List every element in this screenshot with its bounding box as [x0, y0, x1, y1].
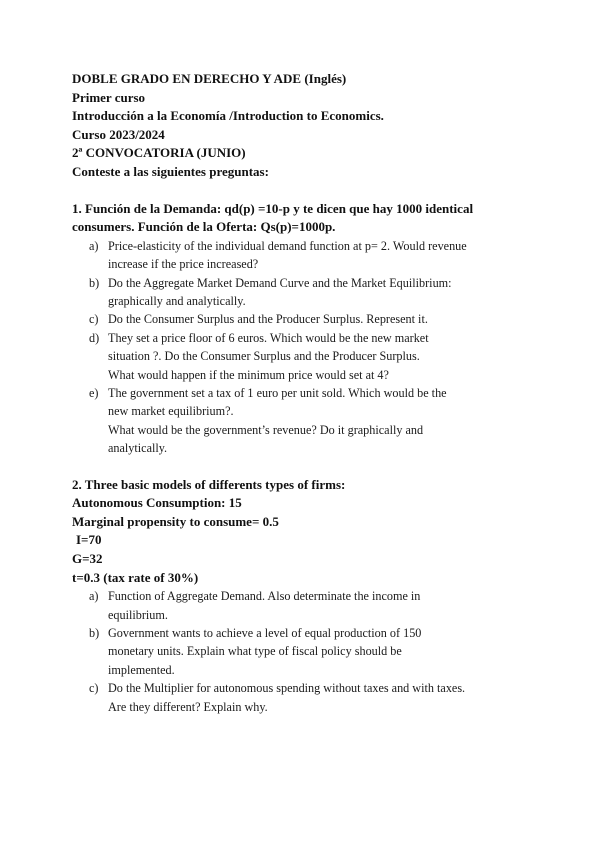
question-1-title-line: consumers. Función de la Oferta: Qs(p)=1000p.: [72, 219, 336, 235]
item-line: Function of Aggregate Demand. Also determinate the income in: [108, 589, 421, 604]
item-line: monetary units. Explain what type of fiscal policy should be: [108, 644, 402, 659]
item-line: Government wants to achieve a level of equal production of 150: [108, 626, 422, 640]
item-line: What would happen if the minimum price would set at 4?: [108, 367, 389, 382]
autonomous-consumption: Autonomous Consumption: 15: [72, 495, 242, 511]
question-1-items: [72, 237, 520, 458]
item-line: Do the Consumer Surplus and the Producer Surplus. Represent it.: [108, 312, 428, 327]
question-1-title-line: 1. Función de la Demanda: qd(p) =10-p y te dicen que hay 1000 identical: [72, 200, 474, 216]
item-line: They set a price floor of 6 euros. Which would be the new market: [108, 330, 429, 345]
question-1: [72, 200, 520, 458]
item-marker: a): [89, 589, 99, 604]
item-line: implemented.: [108, 662, 175, 677]
course-year: Primer curso: [72, 89, 146, 105]
item-marker: b): [89, 275, 100, 290]
exam-header: [72, 70, 520, 182]
question-2-item-c: [72, 679, 520, 716]
item-marker: d): [89, 330, 100, 345]
question-1-title: [72, 200, 520, 237]
item-line: Do the Multiplier for autonomous spending without taxes and with taxes.: [108, 681, 466, 696]
item-line: situation ?. Do the Consumer Surplus and the Producer Surplus.: [108, 349, 420, 364]
question-1-item-e: [72, 384, 520, 458]
item-line: increase if the price increased?: [108, 257, 259, 272]
item-marker: e): [89, 386, 99, 400]
marginal-propensity: Marginal propensity to consume= 0.5: [72, 513, 279, 529]
spacer: [72, 458, 520, 476]
item-line: equilibrium.: [108, 607, 168, 622]
item-line: Price-elasticity of the individual demand function at p= 2. Would revenue: [108, 238, 467, 253]
question-2-items: [72, 587, 520, 716]
item-line: Do the Aggregate Market Demand Curve and the Market Equilibrium:: [108, 275, 452, 290]
tax-rate: t=0.3 (tax rate of 30%): [72, 569, 199, 585]
spacer: [72, 182, 520, 200]
subject-title: Introducción a la Economía /Introduction to Economics.: [72, 108, 384, 124]
item-line: The government set a tax of 1 euro per unit sold. Which would be the: [108, 386, 447, 400]
exam-session: 2ª CONVOCATORIA (JUNIO): [72, 145, 246, 161]
instructions: Conteste a las siguientes preguntas:: [72, 163, 269, 179]
question-1-item-d: [72, 329, 520, 384]
item-line: analytically.: [108, 441, 168, 456]
question-1-item-b: [72, 274, 520, 311]
item-line: graphically and analytically.: [108, 293, 246, 308]
question-2: [72, 476, 520, 716]
question-1-item-c: [72, 310, 520, 328]
item-line: new market equilibrium?.: [108, 404, 234, 419]
academic-year: Curso 2023/2024: [72, 126, 165, 142]
investment-value: I=70: [76, 532, 102, 548]
item-line: What would be the government’s revenue? Do it graphically and: [108, 422, 424, 437]
question-1-item-a: [72, 237, 520, 274]
question-2-title: 2. Three basic models of differents types of firms:: [72, 476, 346, 492]
item-line: Are they different? Explain why.: [108, 699, 268, 714]
item-marker: c): [89, 312, 99, 327]
government-value: G=32: [72, 551, 103, 566]
item-marker: b): [89, 626, 100, 640]
item-marker: a): [89, 238, 99, 253]
question-2-item-b: [72, 624, 520, 679]
item-marker: c): [89, 681, 99, 696]
question-2-item-a: [72, 587, 520, 624]
degree-title: DOBLE GRADO EN DERECHO Y ADE (Inglés): [72, 71, 347, 86]
